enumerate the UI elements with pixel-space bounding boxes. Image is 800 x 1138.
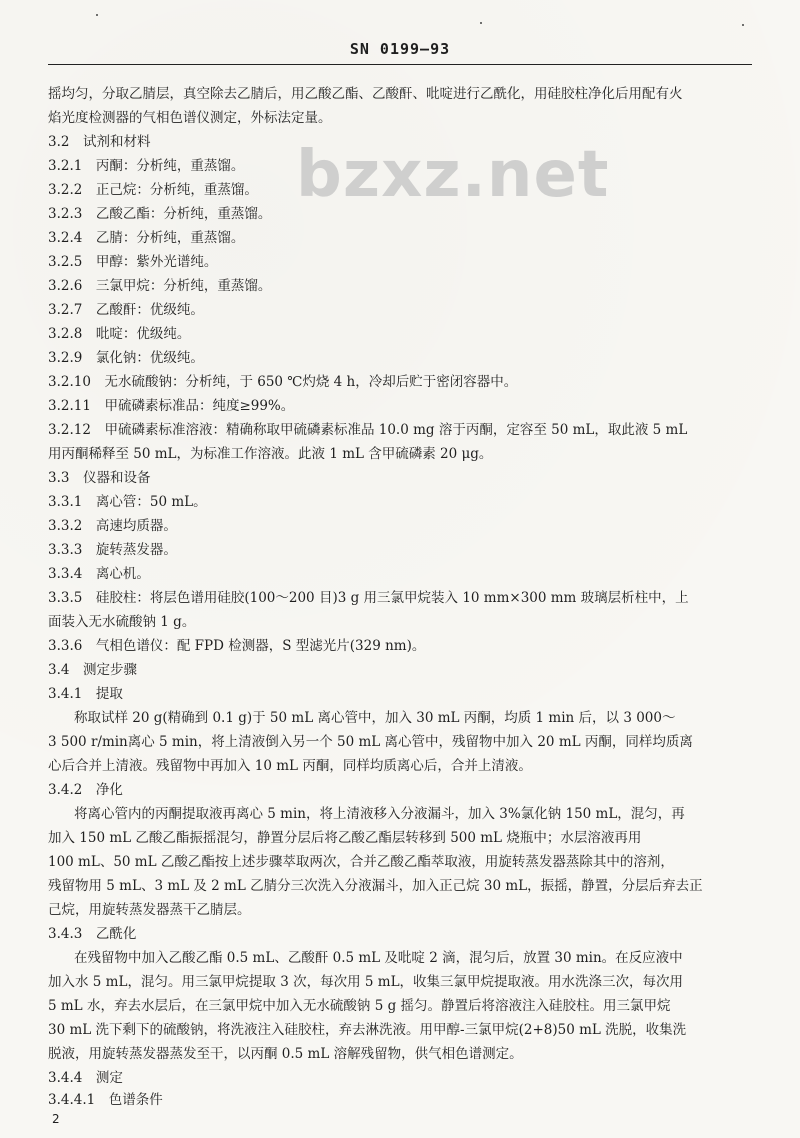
list-item: 3.2.7 乙酸酐：优级纯。 [48, 302, 204, 318]
list-item: 3.3.3 旋转蒸发器。 [48, 542, 177, 558]
page-number: 2 [52, 1112, 60, 1126]
list-item: 3.2.6 三氯甲烷：分析纯，重蒸馏。 [48, 278, 272, 294]
subsection-heading: 3.4.4 测定 [48, 1070, 123, 1086]
paragraph-line: 残留物用 5 mL、3 mL 及 2 mL 乙腈分三次洗入分液漏斗，加入正己烷 30 mL，振摇，静置，分层后弃去正 [48, 878, 703, 894]
list-item: 3.2.10 无水硫酸钠：分析纯，于 650 ℃灼烧 4 h，冷却后贮于密闭容器中。 [48, 374, 518, 390]
subsection-heading: 3.4.1 提取 [48, 686, 123, 702]
list-item: 3.3.4 离心机。 [48, 566, 150, 582]
list-item: 3.2.5 甲醇：紫外光谱纯。 [48, 254, 218, 270]
paragraph-line: 脱液，用旋转蒸发器蒸发至干，以丙酮 0.5 mL 溶解残留物，供气相色谱测定。 [48, 1046, 523, 1062]
paragraph-line: 称取试样 20 g(精确到 0.1 g)于 50 mL 离心管中，加入 30 mL 丙酮，均质 1 min 后，以 3 000～ [74, 710, 676, 726]
list-item: 3.2.12 甲硫磷素标准溶液：精确称取甲硫磷素标准品 10.0 mg 溶于丙酮，定容至 50 mL，取此液 5 mL [48, 422, 688, 438]
paragraph-line: 30 mL 洗下剩下的硫酸钠，将洗液注入硅胶柱，弃去淋洗液。用甲醇-三氯甲烷(2+8)50 mL 洗脱，收集洗 [48, 1022, 687, 1038]
subsection-heading: 3.4.2 净化 [48, 782, 123, 798]
paragraph-line: 加入 150 mL 乙酸乙酯振摇混匀，静置分层后将乙酸乙酯层转移到 500 mL 烧瓶中；水层溶液再用 [48, 830, 642, 846]
list-item: 3.2.4 乙腈：分析纯，重蒸馏。 [48, 230, 245, 246]
watermark: bzxz.net [296, 138, 610, 212]
text-line: 面装入无水硫酸钠 1 g。 [48, 614, 196, 630]
list-item: 3.2.1 丙酮：分析纯，重蒸馏。 [48, 158, 245, 174]
paragraph-line: 在残留物中加入乙酸乙酯 0.5 mL、乙酸酐 0.5 mL 及吡啶 2 滴，混匀后，放置 30 min。在反应液中 [74, 950, 683, 966]
text-line: 焰光度检测器的气相色谱仪测定，外标法定量。 [48, 110, 332, 126]
paragraph-line: 心后合并上清液。残留物中再加入 10 mL 丙酮，同样均质离心后，合并上清液。 [48, 758, 532, 774]
list-item: 3.3.5 硅胶柱：将层色谱用硅胶(100～200 目)3 g 用三氯甲烷装入 10 mm×300 mm 玻璃层析柱中，上 [48, 590, 689, 606]
list-item: 3.3.6 气相色谱仪：配 FPD 检测器，S 型滤光片(329 nm)。 [48, 638, 426, 654]
subsection-heading: 3.4.4.1 色谱条件 [48, 1092, 163, 1108]
list-item: 3.3.1 离心管：50 mL。 [48, 494, 207, 510]
list-item: 3.2.11 甲硫磷素标准品：纯度≥99%。 [48, 398, 295, 414]
section-heading: 3.3 仪器和设备 [48, 470, 151, 486]
text-line: 用丙酮稀释至 50 mL，为标准工作溶液。此液 1 mL 含甲硫磷素 20 μg。 [48, 446, 493, 462]
text-line: 摇均匀，分取乙腈层，真空除去乙腈后，用乙酸乙酯、乙酸酐、吡啶进行乙酰化，用硅胶柱净化后用配有火 [48, 86, 683, 102]
section-heading: 3.2 试剂和材料 [48, 134, 151, 150]
paragraph-line: 己烷，用旋转蒸发器蒸干乙腈层。 [48, 902, 251, 918]
list-item: 3.2.9 氯化钠：优级纯。 [48, 350, 204, 366]
list-item: 3.2.2 正己烷：分析纯，重蒸馏。 [48, 182, 258, 198]
section-heading: 3.4 测定步骤 [48, 662, 137, 678]
paragraph-line: 将离心管内的丙酮提取液再离心 5 min，将上清液移入分液漏斗，加入 3%氯化钠 150 mL，混匀，再 [74, 806, 685, 822]
paragraph-line: 100 mL、50 mL 乙酸乙酯按上述步骤萃取两次，合并乙酸乙酯萃取液，用旋转蒸发器蒸除其中的溶剂， [48, 854, 674, 870]
paragraph-line: 5 mL 水，弃去水层后，在三氯甲烷中加入无水硫酸钠 5 g 摇匀。静置后将溶液注入硅胶柱。用三氯甲烷 [48, 998, 671, 1014]
paragraph-line: 3 500 r/min离心 5 min，将上清液倒入另一个 50 mL 离心管中，残留物中加入 20 mL 丙酮，同样均质离 [48, 734, 693, 750]
standard-number: SN 0199—93 [349, 40, 451, 58]
paragraph-line: 加入水 5 mL，混匀。用三氯甲烷提取 3 次，每次用 5 mL，收集三氯甲烷提取液。用水洗涤三次，每次用 [48, 974, 684, 990]
list-item: 3.3.2 高速均质器。 [48, 518, 177, 534]
list-item: 3.2.8 吡啶：优级纯。 [48, 326, 191, 342]
subsection-heading: 3.4.3 乙酰化 [48, 926, 137, 942]
list-item: 3.2.3 乙酸乙酯：分析纯，重蒸馏。 [48, 206, 272, 222]
